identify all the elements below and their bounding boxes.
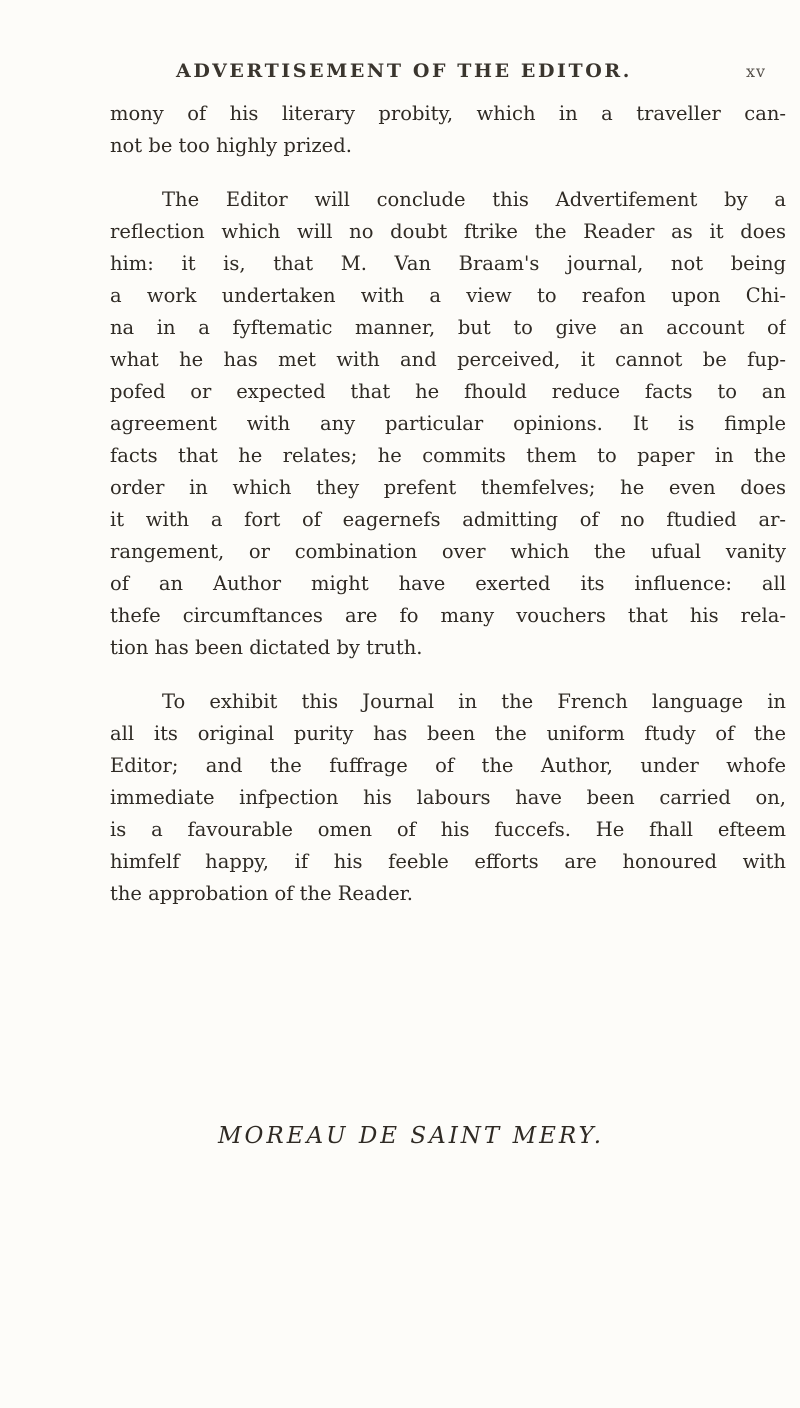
text-line: order in which they prefent themfelves; he even does [110,476,786,499]
text-line: The Editor will conclude this Advertifement by a [162,188,786,211]
text-line: a work undertaken with a view to reafon upon Chi- [110,284,786,307]
text-line: rangement, or combination over which the ufual vanity [110,540,786,563]
body-text [110,98,786,910]
text-line: pofed or expected that he fhould reduce facts to an [110,380,786,403]
text-line: mony of his literary probity, which in a traveller can- [110,102,786,125]
text-line: the approbation of the Reader. [110,882,414,905]
text-line: what he has met with and perceived, it cannot be fup- [110,348,786,371]
text-line: To exhibit this Journal in the French language in [162,690,786,713]
running-title: ADVERTISEMENT OF THE EDITOR. [176,60,633,82]
text-line: not be too highly prized. [110,134,352,157]
text-line: Editor; and the fuffrage of the Author, under whofe [110,754,786,777]
text-line: of an Author might have exerted its influence: all [110,572,786,595]
text-line: it with a fort of eagernefs admitting of no ftudied ar- [110,508,786,531]
running-head [0,60,800,90]
text-line: na in a fyftematic manner, but to give an account of [110,316,786,339]
text-line: agreement with any particular opinions. It is fimple [110,412,786,435]
signature: MOREAU DE SAINT MERY. [218,1123,605,1149]
text-line: all its original purity has been the uniform ftudy of the [110,722,786,745]
text-line: thefe circumftances are fo many vouchers that his rela- [110,604,786,627]
text-line: immediate infpection his labours have been carried on, [110,786,786,809]
text-line: tion has been dictated by truth. [110,636,423,659]
text-line: himfelf happy, if his feeble efforts are honoured with [110,850,786,873]
text-line: facts that he relates; he commits them to paper in the [110,444,786,467]
text-line: reflection which will no doubt ftrike the Reader as it does [110,220,786,243]
text-line: him: it is, that M. Van Braam's journal, not being [110,252,786,275]
text-line: is a favourable omen of his fuccefs. He fhall efteem [110,818,786,841]
page-number: xv [746,62,767,81]
